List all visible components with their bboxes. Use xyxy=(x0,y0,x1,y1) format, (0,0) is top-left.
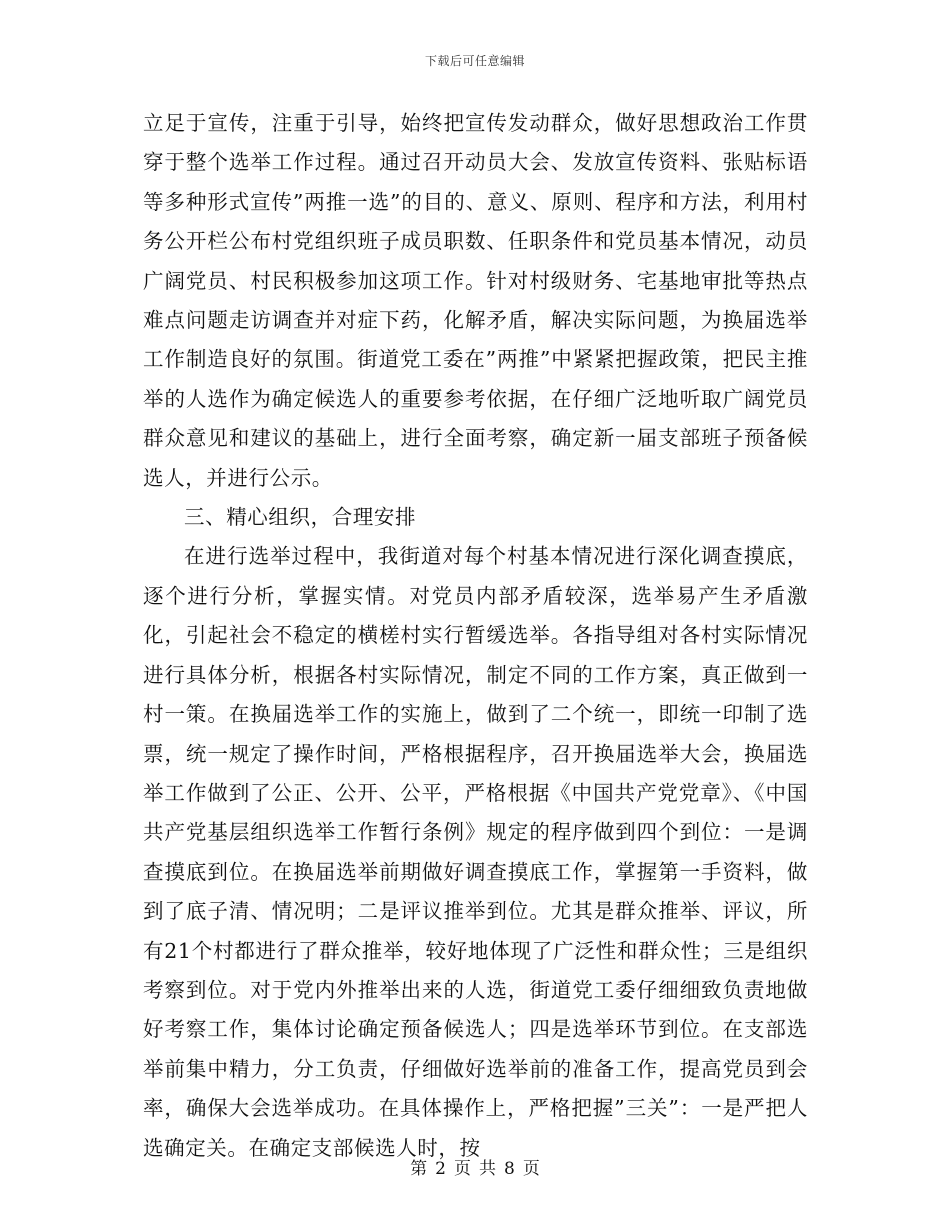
document-body xyxy=(143,104,808,1168)
footer-page-word: 页 xyxy=(454,1159,471,1179)
footer-suffix: 页 xyxy=(522,1159,540,1179)
section-heading-3: 三、精心组织，合理安排 xyxy=(184,505,417,530)
header-note: 下载后可任意编辑 xyxy=(424,54,525,68)
footer-total-label: 共 xyxy=(479,1159,496,1179)
footer-prefix: 第 xyxy=(410,1159,428,1179)
footer-current-page: 2 xyxy=(435,1159,446,1179)
paragraph-propaganda: 立足于宣传，注重于引导，始终把宣传发动群众，做好思想政治工作贯穿于整个选举工作过程。通过召开动员大会、发放宣传资料、张贴标语等多种形式宣传”两推一选”的目的、意义、原则、程序和方法，利用村务公开栏公布村党组织班子成员职数、任职条件和党员基本情况，动员广阔党员、村民积极参加这项工作。针对村级财务、宅基地审批等热点难点问题走访调查并对症下药，化解矛盾，解决实际问题，为换届选举工作制造良好的氛围。街道党工委在”两推”中紧紧把握政策，把民主推举的人选作为确定候选人的重要参考依据，在仔细广泛地听取广阔党员群众意见和建议的基础上，进行全面考察，确定新一届支部班子预备候选人，并进行公示。 xyxy=(143,111,808,490)
page-footer xyxy=(0,1154,950,1179)
paragraph-organization: 在进行选举过程中，我街道对每个村基本情况进行深化调查摸底，逐个进行分析，掌握实情。对党员内部矛盾较深，选举易产生矛盾激化，引起社会不稳定的横槎村实行暂缓选举。各指导组对各村实际情况进行具体分析，根据各村实际情况，制定不同的工作方案，真正做到一村一策。在换届选举工作的实施上，做到了二个统一，即统一印制了选票，统一规定了操作时间，严格根据程序，召开换届选举大会，换届选举工作做到了公正、公开、公平，严格根据《中国共产党党章》、《中国共产党基层组织选举工作暂行条例》规定的程序做到四个到位：一是调查摸底到位。在换届选举前期做好调查摸底工作，掌握第一手资料，做到了底子清、情况明；二是评议推举到位。尤其是群众推举、评议，所有21个村都进行了群众推举，较好地体现了广泛性和群众性；三是组织考察到位。对于党内外推举出来的人选，街道党工委仔细细致负责地做好考察工作，集体讨论确定预备候选人；四是选举环节到位。在支部选举前集中精力，分工负责，仔细做好选举前的准备工作，提高党员到会率，确保大会选举成功。在具体操作上，严格把握”三关”：一是严把人选确定关。在确定支部候选人时，按 xyxy=(143,544,808,1160)
footer-total-pages: 8 xyxy=(504,1159,515,1179)
